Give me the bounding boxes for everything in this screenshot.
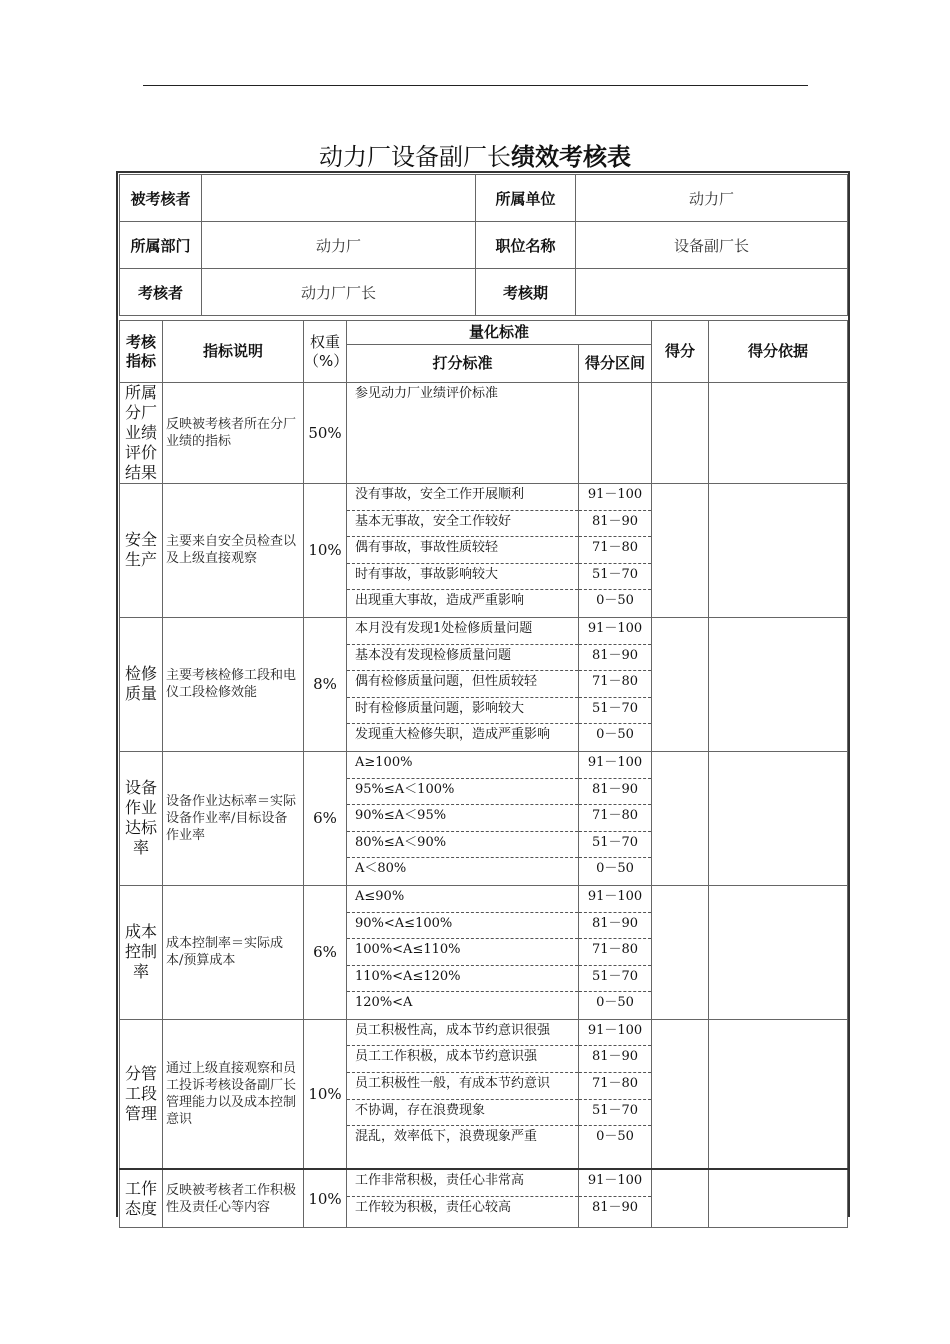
criteria-item: 混乱，效率低下，浪费现象严重 — [355, 1129, 538, 1145]
criteria-item: 基本没有发现检修质量问题 — [347, 645, 578, 672]
criteria-cell — [347, 751, 579, 885]
header-criteria: 打分标准 — [347, 345, 579, 383]
indicator-name: 成本控制率 — [120, 885, 163, 1019]
criteria-item: 出现重大事故，造成严重影响 — [355, 593, 525, 609]
criteria-cell — [347, 617, 579, 751]
header-weight: 权重（%） — [304, 321, 347, 383]
indicator-row — [120, 1019, 848, 1169]
range-cell — [579, 617, 652, 751]
header-quant-standard: 量化标准 — [347, 321, 652, 345]
range-item: 51－70 — [579, 698, 651, 725]
unit-field[interactable]: 动力厂 — [576, 175, 848, 222]
header-description: 指标说明 — [163, 321, 304, 383]
range-cell — [579, 383, 652, 484]
evaluation-table — [119, 320, 848, 1228]
range-item: 51－70 — [579, 1100, 651, 1127]
score-field[interactable] — [652, 885, 709, 1019]
indicator-description: 反映被考核者工作积极性及责任心等内容 — [163, 1169, 304, 1227]
range-item: 91－100 — [579, 752, 651, 779]
header-rule — [143, 85, 808, 86]
evaluatee-field[interactable] — [202, 175, 476, 222]
criteria-item: 90%<A≤100% — [347, 913, 578, 940]
score-field[interactable] — [652, 751, 709, 885]
criteria-item: 100%<A≤110% — [347, 939, 578, 966]
range-item: 0－50 — [596, 1129, 634, 1145]
indicator-row — [120, 617, 848, 751]
indicator-weight: 6% — [304, 751, 347, 885]
period-label: 考核期 — [476, 269, 576, 316]
title-part-2: 绩效考核表 — [511, 143, 631, 171]
info-table — [119, 174, 848, 316]
title-part-1: 动力厂设备副厂长 — [319, 143, 511, 171]
range-item: 91－100 — [579, 618, 651, 645]
header-score: 得分 — [652, 321, 709, 383]
range-item: 81－90 — [579, 779, 651, 806]
range-cell — [579, 751, 652, 885]
header-range: 得分区间 — [579, 345, 652, 383]
basis-field[interactable] — [709, 617, 848, 751]
range-item: 91－100 — [579, 886, 651, 913]
evaluatee-label: 被考核者 — [120, 175, 202, 222]
criteria-item: 员工积极性高，成本节约意识很强 — [347, 1020, 578, 1047]
criteria-item: 员工工作积极，成本节约意识强 — [347, 1046, 578, 1073]
criteria-item: 不协调，存在浪费现象 — [347, 1100, 578, 1127]
indicator-name: 工作态度 — [120, 1169, 163, 1227]
criteria-item: A≥100% — [347, 752, 578, 779]
dept-label: 所属部门 — [120, 222, 202, 269]
position-label: 职位名称 — [476, 222, 576, 269]
indicator-weight: 50% — [304, 383, 347, 484]
indicator-weight: 8% — [304, 617, 347, 751]
criteria-item: 80%≤A＜90% — [347, 832, 578, 859]
indicator-row — [120, 751, 848, 885]
criteria-cell — [347, 383, 579, 484]
page-title — [0, 141, 950, 173]
range-item: 71－80 — [579, 671, 651, 698]
indicator-row — [120, 885, 848, 1019]
score-field[interactable] — [652, 1019, 709, 1169]
indicator-description: 通过上级直接观察和员工投诉考核设备副厂长管理能力以及成本控制意识 — [163, 1019, 304, 1169]
criteria-item: 时有检修质量问题，影响较大 — [347, 698, 578, 725]
basis-field[interactable] — [709, 383, 848, 484]
indicator-description: 反映被考核者所在分厂业绩的指标 — [163, 383, 304, 484]
header-basis: 得分依据 — [709, 321, 848, 383]
criteria-item: 基本无事故，安全工作较好 — [347, 511, 578, 538]
range-item: 71－80 — [579, 939, 651, 966]
criteria-item: 发现重大检修失职，造成严重影响 — [355, 727, 551, 743]
criteria-item: 120%<A — [355, 995, 413, 1011]
indicator-weight: 10% — [304, 1019, 347, 1169]
score-field[interactable] — [652, 1169, 709, 1227]
indicator-weight: 10% — [304, 1169, 347, 1227]
criteria-cell — [347, 1019, 579, 1169]
criteria-item: 工作较为积极，责任心较高 — [355, 1199, 512, 1215]
criteria-item: 没有事故，安全工作开展顺利 — [347, 484, 578, 511]
range-cell — [579, 484, 652, 618]
range-item: 81－90 — [579, 913, 651, 940]
indicator-row — [120, 484, 848, 618]
range-item: 81－90 — [591, 1199, 639, 1215]
criteria-cell — [347, 885, 579, 1019]
criteria-item: 时有事故，事故影响较大 — [347, 564, 578, 591]
basis-field[interactable] — [709, 751, 848, 885]
range-item: 51－70 — [579, 564, 651, 591]
indicator-name: 安全生产 — [120, 484, 163, 618]
indicator-weight: 6% — [304, 885, 347, 1019]
range-item: 0－50 — [596, 593, 634, 609]
range-item: 71－80 — [579, 805, 651, 832]
evaluator-label: 考核者 — [120, 269, 202, 316]
indicator-description: 设备作业达标率＝实际设备作业率/目标设备作业率 — [163, 751, 304, 885]
score-field[interactable] — [652, 617, 709, 751]
criteria-item: 参见动力厂业绩评价标准 — [355, 386, 499, 401]
basis-field[interactable] — [709, 484, 848, 618]
criteria-cell — [347, 1169, 579, 1227]
score-field[interactable] — [652, 484, 709, 618]
range-item: 91－100 — [579, 1020, 651, 1047]
header-indicator: 考核指标 — [120, 321, 163, 383]
range-cell — [579, 1019, 652, 1169]
indicator-name: 所属分厂业绩评价结果 — [120, 383, 163, 484]
criteria-item: 110%<A≤120% — [347, 966, 578, 993]
criteria-item: 本月没有发现1处检修质量问题 — [347, 618, 578, 645]
basis-field[interactable] — [709, 1019, 848, 1169]
indicator-row — [120, 383, 848, 484]
indicator-description: 成本控制率＝实际成本/预算成本 — [163, 885, 304, 1019]
indicator-name: 设备作业达标率 — [120, 751, 163, 885]
range-item: 81－90 — [579, 1046, 651, 1073]
range-cell — [579, 885, 652, 1019]
indicator-weight: 10% — [304, 484, 347, 618]
evaluator-field[interactable]: 动力厂厂长 — [202, 269, 476, 316]
range-item: 81－90 — [579, 511, 651, 538]
range-item: 0－50 — [596, 861, 634, 877]
indicator-rows — [120, 383, 848, 1228]
indicator-row — [120, 1169, 848, 1227]
position-field[interactable]: 设备副厂长 — [576, 222, 848, 269]
criteria-item: 员工积极性一般，有成本节约意识 — [347, 1073, 578, 1100]
indicator-name: 分管工段管理 — [120, 1019, 163, 1169]
score-field[interactable] — [652, 383, 709, 484]
range-item: 91－100 — [579, 1170, 651, 1197]
range-item: 51－70 — [579, 966, 651, 993]
criteria-item: 偶有事故，事故性质较轻 — [347, 537, 578, 564]
range-item: 51－70 — [579, 832, 651, 859]
basis-field[interactable] — [709, 885, 848, 1019]
indicator-description: 主要来自安全员检查以及上级直接观察 — [163, 484, 304, 618]
criteria-cell — [347, 484, 579, 618]
criteria-item: A＜80% — [355, 861, 407, 877]
range-cell — [579, 1169, 652, 1227]
dept-field[interactable]: 动力厂 — [202, 222, 476, 269]
range-item: 0－50 — [596, 995, 634, 1011]
criteria-item: 95%≤A＜100% — [347, 779, 578, 806]
range-item: 71－80 — [579, 537, 651, 564]
criteria-item: A≤90% — [347, 886, 578, 913]
unit-label: 所属单位 — [476, 175, 576, 222]
basis-field[interactable] — [709, 1169, 848, 1227]
criteria-item: 偶有检修质量问题，但性质较轻 — [347, 671, 578, 698]
indicator-name: 检修质量 — [120, 617, 163, 751]
range-item: 71－80 — [579, 1073, 651, 1100]
range-item: 91－100 — [579, 484, 651, 511]
indicator-description: 主要考核检修工段和电仪工段检修效能 — [163, 617, 304, 751]
period-field[interactable] — [576, 269, 848, 316]
criteria-item: 工作非常积极，责任心非常高 — [347, 1170, 578, 1197]
range-item: 0－50 — [596, 727, 634, 743]
criteria-item: 90%≤A＜95% — [347, 805, 578, 832]
range-item: 81－90 — [579, 645, 651, 672]
